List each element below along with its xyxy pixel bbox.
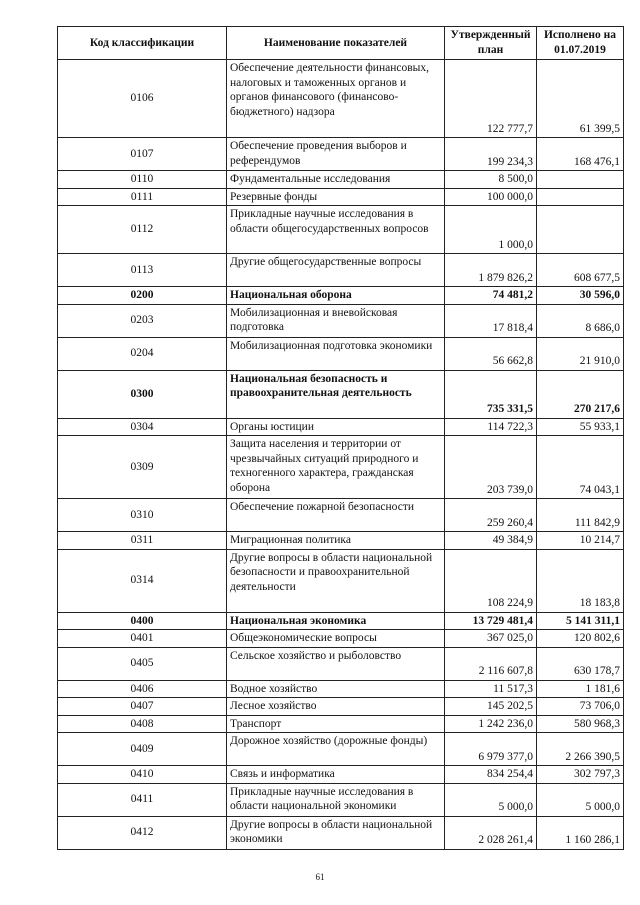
row-code: 0106	[58, 60, 227, 138]
row-done: 270 217,6	[537, 370, 624, 418]
row-done: 10 214,7	[537, 532, 624, 550]
row-name: Национальная оборона	[227, 287, 445, 305]
row-plan: 735 331,5	[445, 370, 537, 418]
row-done: 630 178,7	[537, 647, 624, 680]
row-plan: 17 818,4	[445, 304, 537, 337]
budget-table	[57, 26, 624, 850]
table-row	[58, 766, 624, 784]
row-name: Фундаментальные исследования	[227, 171, 445, 189]
header-name: Наименование показателей	[227, 27, 445, 60]
row-plan: 56 662,8	[445, 337, 537, 370]
row-done	[537, 171, 624, 189]
row-code: 0411	[58, 783, 227, 816]
row-done: 2 266 390,5	[537, 733, 624, 766]
row-name: Мобилизационная и вневойсковая подготовка	[227, 304, 445, 337]
row-code: 0112	[58, 206, 227, 254]
row-done: 111 842,9	[537, 499, 624, 532]
row-done: 55 933,1	[537, 418, 624, 436]
row-done: 21 910,0	[537, 337, 624, 370]
table-row	[58, 206, 624, 254]
table-row	[58, 304, 624, 337]
row-code: 0409	[58, 733, 227, 766]
row-code: 0113	[58, 254, 227, 287]
table-row	[58, 418, 624, 436]
table-row	[58, 733, 624, 766]
row-plan: 5 000,0	[445, 783, 537, 816]
row-name: Миграционная политика	[227, 532, 445, 550]
table-row	[58, 612, 624, 630]
row-name: Сельское хозяйство и рыболовство	[227, 647, 445, 680]
row-plan: 367 025,0	[445, 630, 537, 648]
row-code: 0203	[58, 304, 227, 337]
row-name: Мобилизационная подготовка экономики	[227, 337, 445, 370]
row-name: Прикладные научные исследования в области национальной экономики	[227, 783, 445, 816]
row-code: 0300	[58, 370, 227, 418]
row-done: 1 160 286,1	[537, 816, 624, 849]
table-row	[58, 436, 624, 499]
row-name: Прикладные научные исследования в области общегосударственных вопросов	[227, 206, 445, 254]
row-name: Транспорт	[227, 715, 445, 733]
table-body	[58, 60, 624, 850]
row-code: 0408	[58, 715, 227, 733]
row-done: 61 399,5	[537, 60, 624, 138]
header-done: Исполнено на 01.07.2019	[537, 27, 624, 60]
row-code: 0200	[58, 287, 227, 305]
row-name: Водное хозяйство	[227, 680, 445, 698]
row-code: 0309	[58, 436, 227, 499]
row-name: Обеспечение пожарной безопасности	[227, 499, 445, 532]
row-done: 120 802,6	[537, 630, 624, 648]
row-name: Защита населения и территории от чрезвычайных ситуаций природного и техногенного характера, гражданская оборона	[227, 436, 445, 499]
row-plan: 13 729 481,4	[445, 612, 537, 630]
row-done: 8 686,0	[537, 304, 624, 337]
row-name: Обеспечение проведения выборов и референдумов	[227, 138, 445, 171]
row-code: 0314	[58, 549, 227, 612]
row-plan: 1 000,0	[445, 206, 537, 254]
row-name: Связь и информатика	[227, 766, 445, 784]
table-row	[58, 138, 624, 171]
row-code: 0400	[58, 612, 227, 630]
row-name: Дорожное хозяйство (дорожные фонды)	[227, 733, 445, 766]
table-row	[58, 532, 624, 550]
row-code: 0204	[58, 337, 227, 370]
header-code: Код классификации	[58, 27, 227, 60]
table-row	[58, 370, 624, 418]
table-row	[58, 188, 624, 206]
table-row	[58, 698, 624, 716]
row-plan: 199 234,3	[445, 138, 537, 171]
table-row	[58, 254, 624, 287]
row-name: Общеэкономические вопросы	[227, 630, 445, 648]
row-plan: 203 739,0	[445, 436, 537, 499]
table-row	[58, 549, 624, 612]
table-row	[58, 647, 624, 680]
row-name: Резервные фонды	[227, 188, 445, 206]
row-done: 580 968,3	[537, 715, 624, 733]
row-plan: 11 517,3	[445, 680, 537, 698]
row-done: 302 797,3	[537, 766, 624, 784]
row-name: Органы юстиции	[227, 418, 445, 436]
row-done: 168 476,1	[537, 138, 624, 171]
table-row	[58, 783, 624, 816]
row-done: 73 706,0	[537, 698, 624, 716]
header-plan: Утвержденный план	[445, 27, 537, 60]
row-done: 18 183,8	[537, 549, 624, 612]
row-name: Другие вопросы в области национальной безопасности и правоохранительной деятельности	[227, 549, 445, 612]
row-name: Национальная безопасность и правоохранительная деятельность	[227, 370, 445, 418]
row-plan: 834 254,4	[445, 766, 537, 784]
row-done: 608 677,5	[537, 254, 624, 287]
table-row	[58, 630, 624, 648]
table-row	[58, 680, 624, 698]
row-name: Лесное хозяйство	[227, 698, 445, 716]
row-done: 74 043,1	[537, 436, 624, 499]
row-code: 0407	[58, 698, 227, 716]
row-done: 5 000,0	[537, 783, 624, 816]
table-row	[58, 287, 624, 305]
row-plan: 74 481,2	[445, 287, 537, 305]
row-name: Другие общегосударственные вопросы	[227, 254, 445, 287]
row-done	[537, 188, 624, 206]
row-name: Другие вопросы в области национальной экономики	[227, 816, 445, 849]
row-code: 0304	[58, 418, 227, 436]
row-plan: 259 260,4	[445, 499, 537, 532]
row-plan: 1 242 236,0	[445, 715, 537, 733]
table-row	[58, 60, 624, 138]
table-row	[58, 337, 624, 370]
row-plan: 114 722,3	[445, 418, 537, 436]
page-number: 61	[315, 872, 325, 882]
row-plan: 145 202,5	[445, 698, 537, 716]
row-code: 0111	[58, 188, 227, 206]
table-row	[58, 816, 624, 849]
row-plan: 49 384,9	[445, 532, 537, 550]
row-code: 0401	[58, 630, 227, 648]
row-name: Обеспечение деятельности финансовых, налоговых и таможенных органов и органов финансового (финансово-бюджетного) надзора	[227, 60, 445, 138]
row-code: 0310	[58, 499, 227, 532]
row-name: Национальная экономика	[227, 612, 445, 630]
row-done: 30 596,0	[537, 287, 624, 305]
row-code: 0412	[58, 816, 227, 849]
row-done: 5 141 311,1	[537, 612, 624, 630]
row-code: 0311	[58, 532, 227, 550]
row-plan: 6 979 377,0	[445, 733, 537, 766]
row-plan: 122 777,7	[445, 60, 537, 138]
row-plan: 100 000,0	[445, 188, 537, 206]
row-code: 0410	[58, 766, 227, 784]
row-plan: 1 879 826,2	[445, 254, 537, 287]
row-code: 0405	[58, 647, 227, 680]
row-code: 0107	[58, 138, 227, 171]
table-row	[58, 715, 624, 733]
table-row	[58, 499, 624, 532]
row-plan: 108 224,9	[445, 549, 537, 612]
row-done	[537, 206, 624, 254]
row-plan: 2 028 261,4	[445, 816, 537, 849]
row-code: 0110	[58, 171, 227, 189]
row-code: 0406	[58, 680, 227, 698]
row-plan: 2 116 607,8	[445, 647, 537, 680]
row-done: 1 181,6	[537, 680, 624, 698]
table-header-row	[58, 27, 624, 60]
row-plan: 8 500,0	[445, 171, 537, 189]
table-row	[58, 171, 624, 189]
